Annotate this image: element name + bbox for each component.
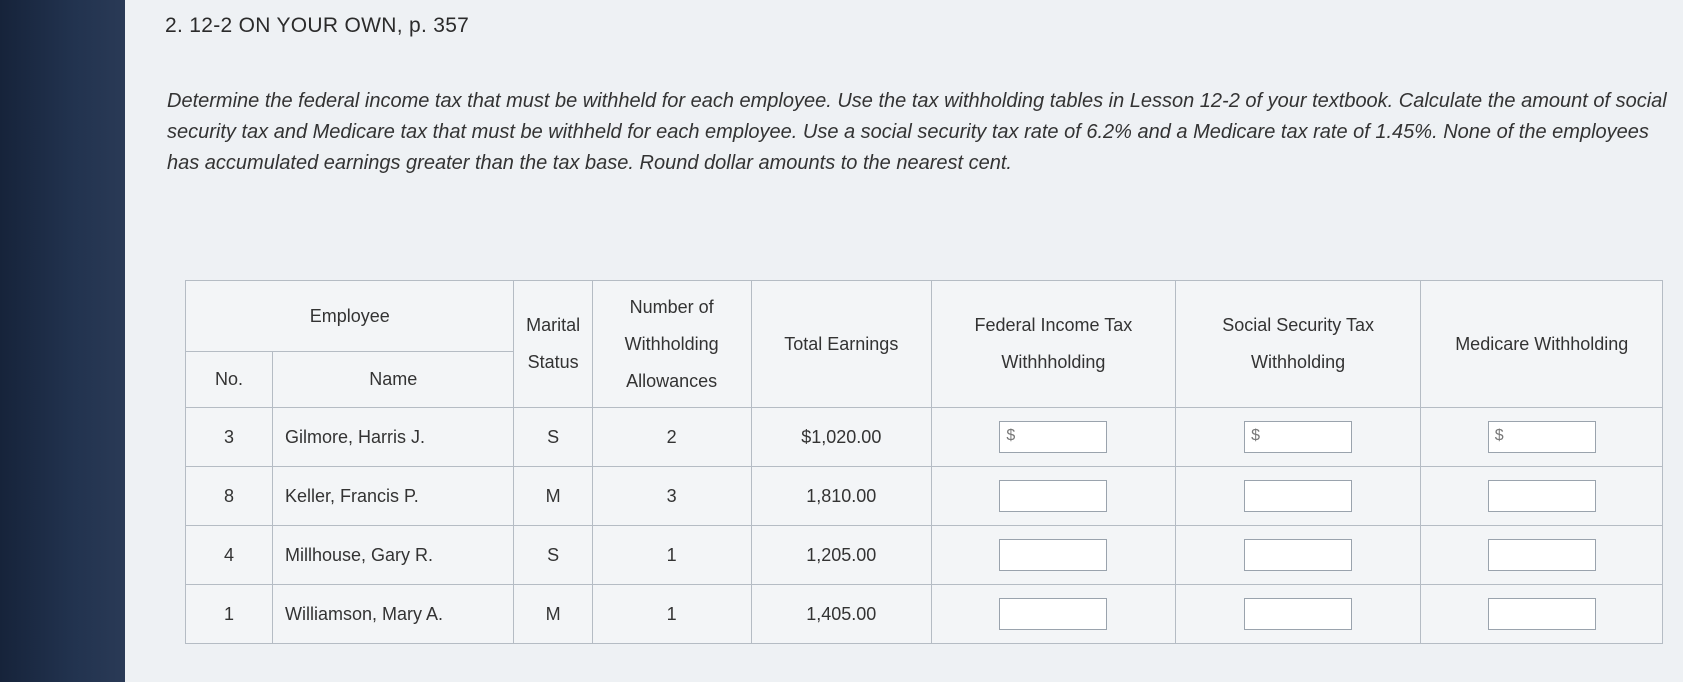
marital-status: S — [514, 526, 592, 585]
table-row — [186, 526, 1663, 585]
employee-name: Millhouse, Gary R. — [273, 526, 514, 585]
medicare-input[interactable] — [1488, 598, 1596, 630]
social-security-input[interactable] — [1244, 598, 1352, 630]
header-row-1 — [186, 281, 1663, 352]
employee-no: 8 — [186, 467, 273, 526]
payroll-table — [185, 280, 1663, 644]
problem-title: 2. 12-2 ON YOUR OWN, p. 357 — [165, 14, 470, 37]
medicare-input[interactable] — [1488, 480, 1596, 512]
table-row — [186, 585, 1663, 644]
employee-no: 1 — [186, 585, 273, 644]
medicare-input[interactable] — [1488, 421, 1596, 453]
allowances: 1 — [592, 585, 751, 644]
marital-status: M — [514, 467, 592, 526]
medicare-input[interactable] — [1488, 539, 1596, 571]
total-earnings: $1,020.00 — [751, 408, 932, 467]
federal-income-tax-header: Federal Income Tax Withhholding — [932, 281, 1176, 408]
allowances: 2 — [592, 408, 751, 467]
total-earnings: 1,205.00 — [751, 526, 932, 585]
federal-tax-input[interactable] — [999, 480, 1107, 512]
total-earnings: 1,405.00 — [751, 585, 932, 644]
marital-status-header: Marital Status — [514, 281, 592, 408]
dollar-sign: $ — [1251, 427, 1260, 444]
social-security-input[interactable] — [1244, 480, 1352, 512]
allowances: 3 — [592, 467, 751, 526]
social-security-input[interactable] — [1244, 539, 1352, 571]
monitor-bezel — [0, 0, 125, 682]
instructions-text: Determine the federal income tax that must be withheld for each employee. Use the tax withholding tables in Lesson 12-2 of your textbook. Calculate the amount of social security tax and Medicare tax that must be withheld for each employee. Use a social security tax rate of 6.2% and a Medicare tax rate of 1.45%. None of the employees has accumulated earnings greater than the tax base. Round dollar amounts to the nearest cent. — [167, 90, 1667, 174]
federal-tax-input[interactable] — [999, 598, 1107, 630]
social-security-header: Social Security Tax Withholding — [1175, 281, 1421, 408]
name-header: Name — [273, 352, 514, 408]
social-security-input[interactable] — [1244, 421, 1352, 453]
federal-tax-input[interactable] — [999, 539, 1107, 571]
assignment-page — [125, 0, 1683, 682]
employee-no: 3 — [186, 408, 273, 467]
employee-header: Employee — [186, 281, 514, 352]
table-row — [186, 408, 1663, 467]
total-earnings-header: Total Earnings — [751, 281, 932, 408]
federal-tax-input[interactable] — [999, 421, 1107, 453]
table-row — [186, 467, 1663, 526]
employee-name: Williamson, Mary A. — [273, 585, 514, 644]
employee-name: Gilmore, Harris J. — [273, 408, 514, 467]
dollar-sign: $ — [1006, 427, 1016, 444]
employee-no: 4 — [186, 526, 273, 585]
employee-name: Keller, Francis P. — [273, 467, 514, 526]
no-header: No. — [186, 352, 273, 408]
dollar-sign: $ — [1494, 427, 1504, 444]
allowances-header: Number of Withholding Allowances — [592, 281, 751, 408]
medicare-header: Medicare Withholding — [1421, 281, 1663, 408]
marital-status: S — [514, 408, 592, 467]
marital-status: M — [514, 585, 592, 644]
allowances: 1 — [592, 526, 751, 585]
total-earnings: 1,810.00 — [751, 467, 932, 526]
